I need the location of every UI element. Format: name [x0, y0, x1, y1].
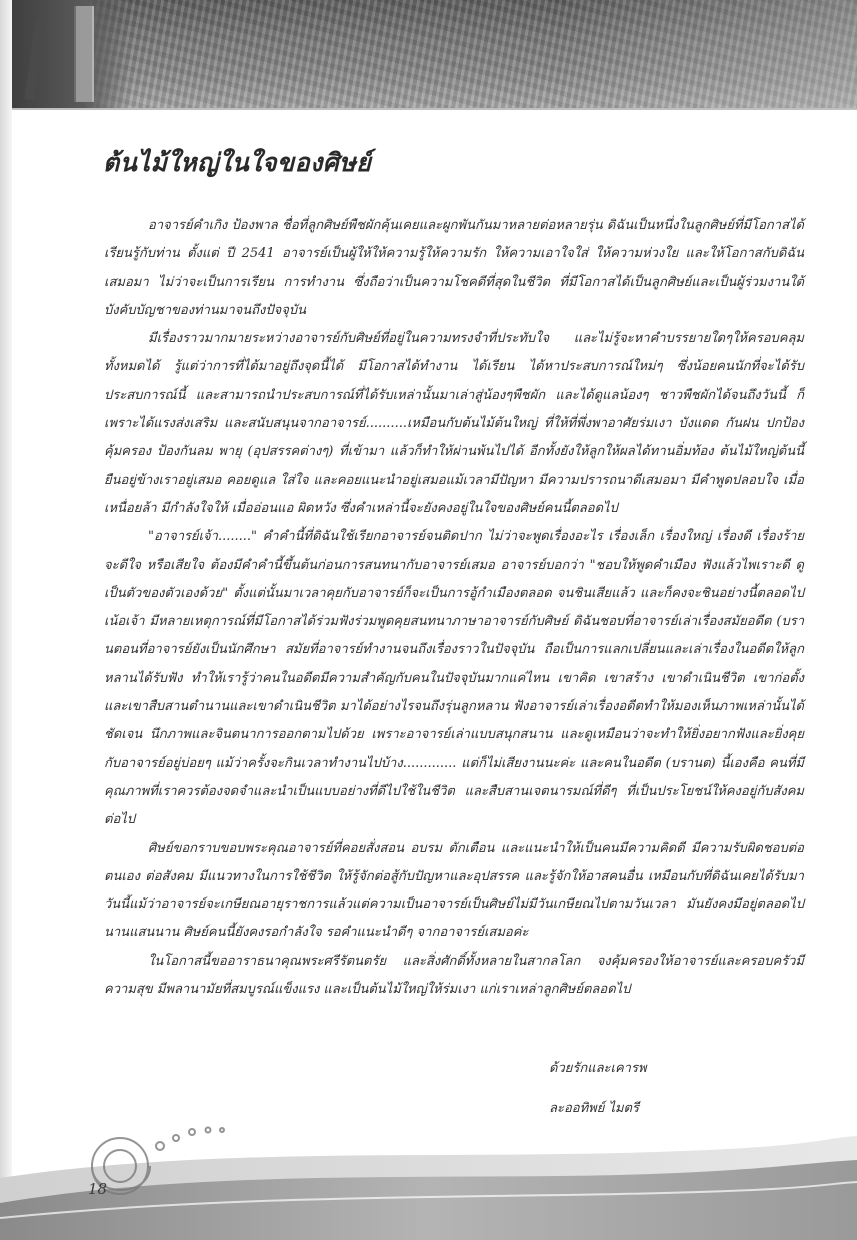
article-title: ต้นไม้ใหญ่ในใจของศิษย์	[103, 148, 372, 177]
paragraph-intro: อาจารย์คำเกิง ป้องพาล ชื่อที่ลูกศิษย์พืชผักคุ้นเคยและผูกพันกันมาหลายต่อหลายรุ่น ดิฉันเป็นหนึ่งในลูกศิษย์ที่มีโอกาสได้เรียนรู้กับท่าน ตั้งแต่ ปี 2541 อาจารย์เป็นผู้ให้ให้ความรู้ให้ความรัก ให้ความเอาใจใส่ ให้ความห่วงใย และให้โอกาสกับดิฉันเสมอมา ไม่ว่าจะเป็นการเรียน การทำงาน ซึ่งถือว่าเป็นความโชคดีที่สุดในชีวิต ที่มีโอกาสได้เป็นลูกศิษย์และเป็นผู้ร่วมงานใต้บังคับบัญชาของท่านมาจนถึงปัจจุบัน	[104, 218, 804, 318]
page-number: 18	[88, 1180, 108, 1198]
author-signature: ละออทิพย์ ไมตรี	[549, 1101, 639, 1116]
header-light-shade	[557, 0, 857, 108]
paragraph-blessing: ในโอกาสนี้ขออาราธนาคุณพระศรีรัตนตรัย และสิ่งศักดิ์ทั้งหลายในสากลโลก จงคุ้มครองให้อาจารย์และครอบครัวมีความสุข มีพลานามัยที่สมบูรณ์แข็งแรง และเป็นต้นไม้ใหญ่ให้ร่มเงา แก่เราเหล่าลูกศิษย์ตลอดไป	[104, 953, 804, 998]
article-body	[104, 212, 804, 1004]
paragraph-achan-jao: "อาจารย์เจ้า........" คำคำนี้ที่ดิฉันใช้เรียกอาจารย์จนติดปาก ไม่ว่าจะพูดเรื่องอะไร เรื่องเล็ก เรื่องใหญ่ เรื่องดี เรื่องร้าย จะดีใจ หรือเสียใจ ต้องมีคำคำนี้ขึ้นต้นก่อนการสนทนากับอาจารย์เสมอ อาจารย์บอกว่า "ชอบให้พูดคำเมือง ฟังแล้วไพเราะดี ดูเป็นตัวของตัวเองด้วย" ตั้งแต่นั้นมาเวลาคุยกับอาจารย์ก็จะเป็นการอู้กำเมืองตลอด จนชินเสียแล้ว และก็คงจะชินอย่างนี้ตลอดไปเน้อเจ้า มีหลายเหตุการณ์ที่มีโอกาสได้ร่วมฟังร่วมพูดคุยสนทนาภาษาอาจารย์กับศิษย์ ดิฉันชอบที่อาจารย์เล่าเรื่องสมัยอดีต (บรานตอนที่อาจารย์ยังเป็นนักศึกษา สมัยที่อาจารย์ทำงานจนถึงเรื่องราวในปัจจุบัน ถือเป็นการแลกเปลี่ยนและเล่าเรื่องในอดีตให้ลูก หลานได้รับฟัง ทำให้เรารู้ว่าคนในอดีตมีความสำคัญกับคนในปัจจุบันมากแค่ไหน เขาคิด เขาสร้าง เขาดำเนินชีวิต เขาก่อตั้ง และเขาสืบสานตำนานและเขาดำเนินชีวิต มาได้อย่างไรจนถึงรุ่นลูกหลาน ฟังอาจารย์เล่าเรื่องอดีตทำให้มองเห็นภาพเหล่านั้นได้ชัดเจน นึกภาพและจินตนาการออกตามไปด้วย เพราะอาจารย์เล่าแบบสนุกสนาน และดูเหมือนว่าจะทำให้ยิ่งอยากฟังและยิ่งคุยกับอาจารย์อยู่บ่อยๆ แม้ว่าครั้งจะกินเวลาทำงานไปบ้าง............. แต่ก็ไม่เสียงานนะค่ะ และคนในอดีต (บรานต) นี้เองคือ คนที่มีคุณภาพที่เราควรต้องจดจำและนำเป็นแบบอย่างที่ดีไปใช้ในชีวิต และสืบสานเจตนารมณ์ที่ดีๆ ที่เป็นประโยชน์ให้คงอยู่กับสังคมต่อไป	[104, 529, 804, 828]
header-vegetable-field-photo	[12, 0, 857, 110]
closing-line: ด้วยรักและเคารพ	[549, 1061, 647, 1076]
page-edge-shadow	[0, 0, 12, 1240]
paragraph-gratitude: ศิษย์ขอกราบขอบพระคุณอาจารย์ที่คอยสั่งสอน อบรม ตักเตือน และแนะนำให้เป็นคนมีความคิดดี มีความรับผิดชอบต่อตนเอง ต่อสังคม มีแนวทางในการใช้ชีวิต ให้รู้จักต่อสู้กับปัญหาและอุปสรรค และรู้จักให้อาสคนอื่น เหมือนกับที่ดิฉันเคยได้รับมา วันนี้แม้ว่าอาจารย์จะเกษียณอายุราชการแล้วแต่ความเป็นอาจารย์เป็นศิษย์ไม่มีวันเกษียณไปตามวันเวลา มันยังคงมีอยู่ตลอดไปนานแสนนาน ศิษย์คนนี้ยังคงรอกำลังใจ รอคำแนะนำดีๆ จากอาจารย์เสมอค่ะ	[104, 840, 804, 941]
paragraph-memories: มีเรื่องราวมากมายระหว่างอาจารย์กับศิษย์ที่อยู่ในความทรงจำที่ประทับใจ และไม่รู้จะหาคำบรรยายใดๆให้ครอบคลุมทั้งหมดได้ รู้แต่ว่าการที่ได้มาอยู่ถึงจุดนี้ได้ มีโอกาสได้ทำงาน ได้เรียน ได้หาประสบการณ์ใหม่ๆ ซึ่งน้อยคนนักที่จะได้รับประสบการณ์นี้ และสามารถนำประสบการณ์ที่ได้รับเหล่านั้นมาเล่าสู่น้องๆพืชผัก และได้ดูแลน้องๆ ชาวพืชผักได้จนถึงวันนี้ ก็เพราะได้แรงส่งเสริม และสนับสนุนจากอาจารย์..........เหมือนกับต้นไม้ต้นใหญ่ ที่ให้ที่พึ่งพาอาศัยร่มเงา บังแดด กันฝน ปกป้อง คุ้มครอง ป้องกันลม พายุ (อุปสรรคต่างๆ) ที่เข้ามา แล้วก็ทำให้ผ่านพ้นไปได้ อีกทั้งยังให้ลูกให้ผลได้ทานอิ่มท้อง ต้นไม้ใหญ่ต้นนี้ยืนอยู่ข้างเราอยู่เสมอ คอยดูแล ใส่ใจ และคอยแนะนำอยู่เสมอแม้เวลามีปัญหา มีความปรารถนาดีเสมอมา มีคำพูดปลอบใจ เมื่อเหนื่อยล้า มีกำลังใจให้ เมื่ออ่อนแอ ผิดหวัง ซึ่งคำเหล่านี้จะยังคงอยู่ในใจของศิษย์คนนี้ตลอดไป	[104, 331, 804, 516]
header-tree-trunk	[74, 6, 94, 102]
footer-wave-decoration	[0, 1118, 857, 1240]
